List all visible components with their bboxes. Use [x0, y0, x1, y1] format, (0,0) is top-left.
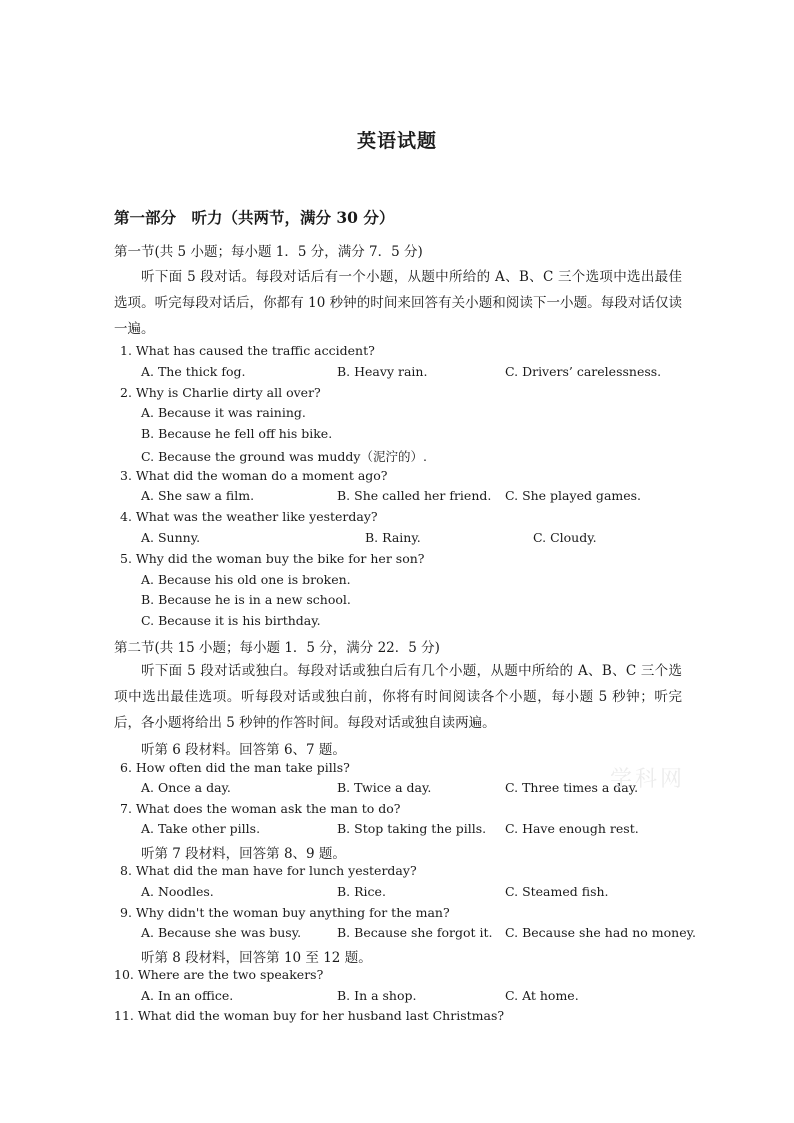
q6-option-c: C. Three times a day. [505, 780, 639, 795]
question-7: 7. What does the woman ask the man to do? [120, 801, 401, 816]
watermark: 学科网 [610, 767, 686, 792]
q4-option-c: C. Cloudy. [533, 530, 597, 545]
q9-option-a: A. Because she was busy. [141, 925, 302, 940]
q5-option-a: A. Because his old one is broken. [141, 572, 351, 587]
section2-heading: 第二节(共 15 小题；每小题 1．5 分，满分 22．5 分) [114, 640, 440, 656]
q7-option-c: C. Have enough rest. [505, 821, 639, 836]
q9-option-b: B. Because she forgot it. [337, 925, 493, 940]
q7-option-a: A. Take other pills. [141, 821, 261, 836]
q3-option-c: C. She played games. [505, 488, 642, 503]
material-6-note: 听第 6 段材料。回答第 6、7 题。 [141, 742, 346, 758]
q3-option-a: A. She saw a film. [141, 488, 255, 503]
section1-instruction: 听下面 5 段对话。每段对话后有一个小题，从题中所给的 A、B、C 三个选项中选出最佳选项。听完每段对话后，你都有 10 秒钟的时间来回答有关小题和阅读下一小题。每段对话仅读一遍。 [114, 269, 682, 337]
q7-option-b: B. Stop taking the pills. [337, 821, 487, 836]
section1-heading: 第一节(共 5 小题；每小题 1．5 分，满分 7．5 分) [114, 244, 423, 260]
q1-option-a: A. The thick fog. [141, 364, 246, 379]
q2-option-a: A. Because it was raining. [141, 405, 306, 420]
q5-option-c: C. Because it is his birthday. [141, 613, 321, 628]
q1-option-b: B. Heavy rain. [337, 364, 428, 379]
q10-option-c: C. At home. [505, 988, 579, 1003]
question-6: 6. How often did the man take pills? [120, 760, 350, 775]
q6-option-b: B. Twice a day. [337, 780, 432, 795]
q2-option-b: B. Because he fell off his bike. [141, 426, 333, 441]
q8-option-c: C. Steamed fish. [505, 884, 609, 899]
section2-instruction: 听下面 5 段对话或独白。每段对话或独白后有几个小题，从题中所给的 A、B、C 三个选项中选出最佳选项。听每段对话或独白前，你将有时间阅读各个小题，每小题 5 秒钟；听完后，各小题将给出 5 秒钟的作答时间。每段对话或独自读两遍。 [114, 663, 682, 731]
question-5: 5. Why did the woman buy the bike for her son? [120, 551, 425, 566]
q4-option-b: B. Rainy. [365, 530, 421, 545]
q1-option-c: C. Drivers’ carelessness. [505, 364, 662, 379]
question-10: 10. Where are the two speakers? [114, 967, 324, 982]
material-7-note: 听第 7 段材料，回答第 8、9 题。 [141, 846, 346, 862]
question-4: 4. What was the weather like yesterday? [120, 509, 378, 524]
material-8-note: 听第 8 段材料，回答第 10 至 12 题。 [141, 950, 372, 966]
q8-option-b: B. Rice. [337, 884, 386, 899]
q8-option-a: A. Noodles. [141, 884, 214, 899]
question-1: 1. What has caused the traffic accident? [120, 343, 375, 358]
q6-option-a: A. Once a day. [141, 780, 231, 795]
question-9: 9. Why didn't the woman buy anything for the man? [120, 905, 450, 920]
q5-option-b: B. Because he is in a new school. [141, 592, 351, 607]
q10-option-a: A. In an office. [141, 988, 234, 1003]
page-title: 英语试题 [356, 130, 437, 152]
q9-option-c: C. Because she had no money. [505, 925, 697, 940]
question-8: 8. What did the man have for lunch yesterday? [120, 863, 417, 878]
q4-option-a: A. Sunny. [141, 530, 201, 545]
question-11: 11. What did the woman buy for her husband last Christmas? [114, 1008, 505, 1023]
question-2: 2. Why is Charlie dirty all over? [120, 385, 321, 400]
question-3: 3. What did the woman do a moment ago? [120, 468, 388, 483]
q3-option-b: B. She called her friend. [337, 488, 492, 503]
q2-option-c: C. Because the ground was muddy（泥泞的）. [141, 449, 427, 464]
q10-option-b: B. In a shop. [337, 988, 417, 1003]
part1-heading: 第一部分 听力（共两节，满分 30 分） [114, 208, 395, 227]
